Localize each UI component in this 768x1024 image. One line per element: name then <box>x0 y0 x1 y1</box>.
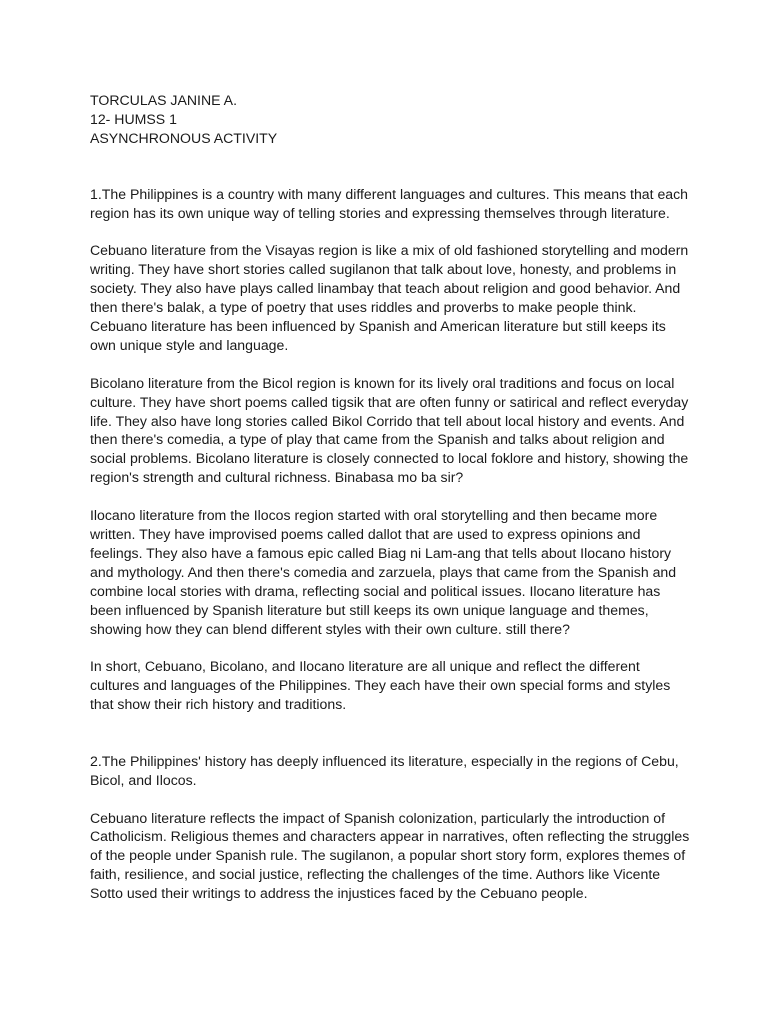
question-2-intro: 2.The Philippines' history has deeply influenced its literature, especially in the regions of Cebu, Bicol, and Ilocos. <box>90 752 679 788</box>
activity-title: ASYNCHRONOUS ACTIVITY <box>90 129 278 146</box>
spacer <box>90 223 690 242</box>
question-1-intro: 1.The Philippines is a country with many different languages and cultures. This means that each region has its own unique way of telling stories and expressing themselves through literature. <box>90 185 689 221</box>
cebuano-paragraph: Cebuano literature from the Visayas region is like a mix of old fashioned storytelling and modern writing. They have short stories called sugilanon that talk about love, honesty, and problems in society. They also have plays called linambay that teach about religion and good behavior. And then there's balak, a type of poetry that uses riddles and proverbs to make people think. Cebuano literature has been influenced by Spanish and American literature but still keeps its own unique style and language. <box>90 242 689 353</box>
document-header <box>90 91 690 148</box>
question-1-section <box>90 185 690 714</box>
summary-paragraph: In short, Cebuano, Bicolano, and Ilocano literature are all unique and reflect the different cultures and languages of the Philippines. They each have their own special forms and styles that show their rich history and traditions. <box>90 658 671 713</box>
ilocano-paragraph: Ilocano literature from the Ilocos region started with oral storytelling and then became more written. They have improvised poems called dallot that are used to express opinions and feelings. They also have a famous epic called Biag ni Lam-ang that tells about Ilocano history and mythology. And then there's comedia and zarzuela, plays that came from the Spanish and combine local stories with drama, reflecting social and political issues. Ilocano literature has been influenced by Spanish literature but still keeps its own unique language and themes, showing how they can blend different styles with their own culture. still there? <box>90 507 677 637</box>
spacer <box>90 148 690 185</box>
class-section: 12- HUMSS 1 <box>90 110 177 127</box>
spacer <box>90 638 690 657</box>
bicolano-paragraph: Bicolano literature from the Bicol region is known for its lively oral traditions and focus on local culture. They have short poems called tigsik that are often funny or satirical and reflect everyday life. They also have long stories called Bikol Corrido that tell about local history and events. And then there's comedia, a type of play that came from the Spanish and talks about religion and social problems. Bicolano literature is closely connected to local foklore and history, showing the region's strength and cultural richness. Binabasa mo ba sir? <box>90 374 689 486</box>
student-name: TORCULAS JANINE A. <box>90 92 237 108</box>
spacer <box>90 790 690 809</box>
spacer <box>90 714 690 752</box>
spacer <box>90 355 690 374</box>
document-page <box>90 91 690 903</box>
spacer <box>90 487 690 506</box>
question-2-section <box>90 752 690 903</box>
cebuano-history-paragraph: Cebuano literature reflects the impact of Spanish colonization, particularly the introduction of Catholicism. Religious themes and characters appear in narratives, often reflecting the struggles of the people under Spanish rule. The sugilanon, a popular short story form, explores themes of faith, resilience, and social justice, reflecting the challenges of the time. Authors like Vicente Sotto used their writings to address the injustices faced by the Cebuano people. <box>90 809 690 902</box>
